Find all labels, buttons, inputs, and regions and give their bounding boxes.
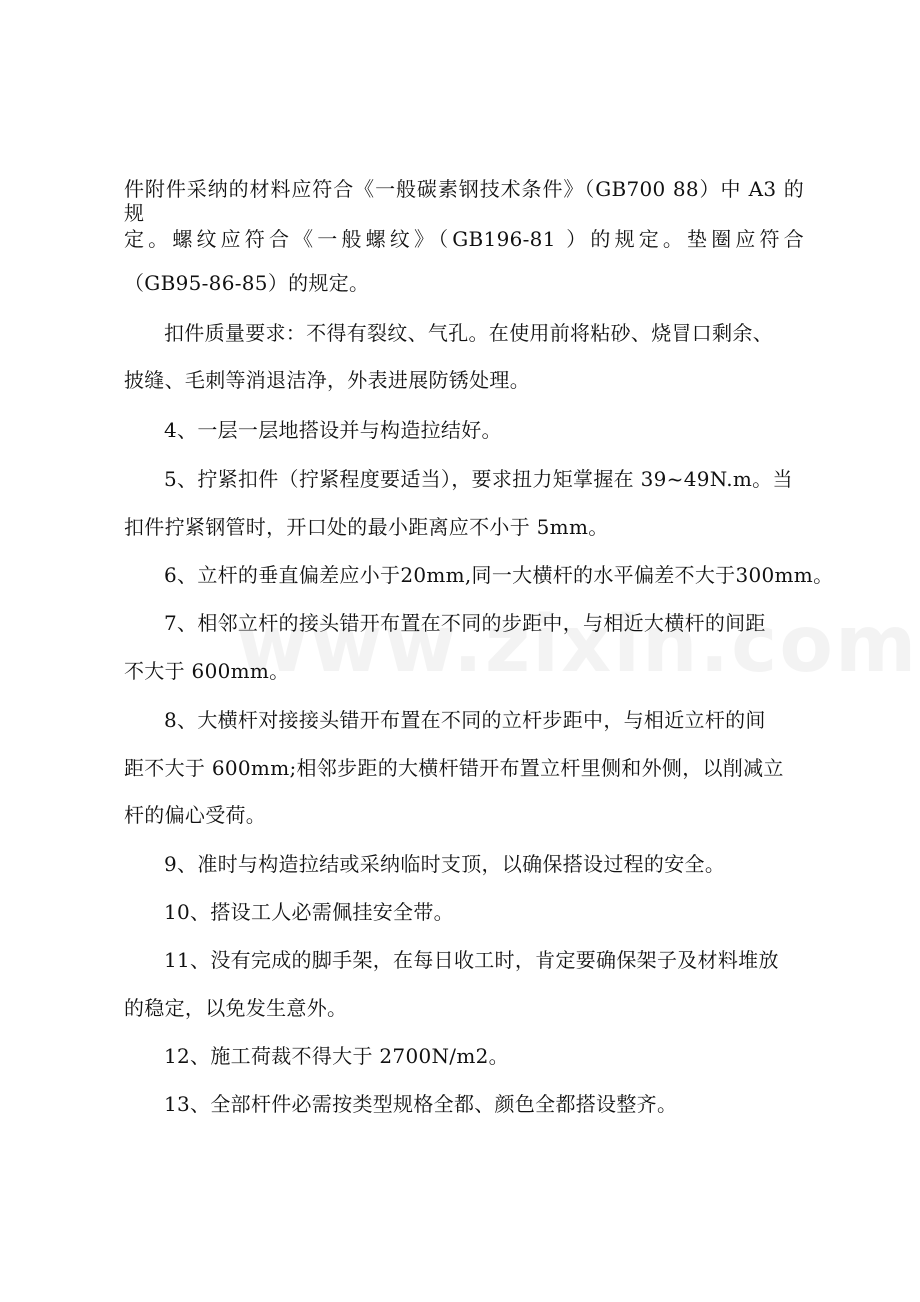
paragraph-line: 定。螺纹应符合《一般螺纹》（GB196-81 ）的规定。垫圈应符合 bbox=[124, 227, 804, 251]
paragraph-line: 扣件拧紧钢管时，开口处的最小距离应不小于 5mm。 bbox=[124, 515, 609, 539]
paragraph-line: 13、全部杆件必需按类型规格全都、颜色全都搭设整齐。 bbox=[164, 1092, 678, 1116]
paragraph-line: 扣件质量要求：不得有裂纹、气孔。在使用前将粘砂、烧冒口剩余、 bbox=[164, 321, 773, 345]
paragraph-line: 4、一层一层地搭设并与构造拉结好。 bbox=[164, 418, 502, 442]
paragraph-line: 距不大于 600mm;相邻步距的大横杆错开布置立杆里侧和外侧，以削减立 bbox=[124, 756, 784, 780]
paragraph-line: 7、相邻立杆的接头错开布置在不同的步距中，与相近大横杆的间距 bbox=[164, 611, 766, 635]
paragraph-line: 10、搭设工人必需佩挂安全带。 bbox=[164, 900, 454, 924]
paragraph-line: 件附件采纳的材料应符合《一般碳素钢技术条件》（GB700 88）中 A3 的规 bbox=[124, 177, 804, 225]
paragraph-line: 11、没有完成的脚手架，在每日收工时，肯定要确保架子及材料堆放 bbox=[164, 948, 779, 972]
paragraph-line: 6、立杆的垂直偏差应小于20mm,同一大横杆的水平偏差不大于300mm。 bbox=[164, 563, 834, 587]
paragraph-line: 9、准时与构造拉结或采纳临时支顶，以确保搭设过程的安全。 bbox=[164, 852, 726, 876]
paragraph-line: 的稳定，以免发生意外。 bbox=[124, 996, 348, 1020]
paragraph-line: 杆的偏心受荷。 bbox=[124, 803, 267, 827]
paragraph-line: 不大于 600mm。 bbox=[124, 659, 290, 683]
paragraph-line: 披缝、毛刺等消退洁净，外表进展防锈处理。 bbox=[124, 368, 530, 392]
paragraph-line: 8、大横杆对接接头错开布置在不同的立杆步距中，与相近立杆的间 bbox=[164, 708, 766, 732]
paragraph-line: （GB95-86-85）的规定。 bbox=[124, 271, 370, 295]
paragraph-line: 5、拧紧扣件（拧紧程度要适当），要求扭力矩掌握在 39~49N.m。当 bbox=[164, 467, 793, 491]
paragraph-line: 12、施工荷裁不得大于 2700N/m2。 bbox=[164, 1044, 509, 1068]
